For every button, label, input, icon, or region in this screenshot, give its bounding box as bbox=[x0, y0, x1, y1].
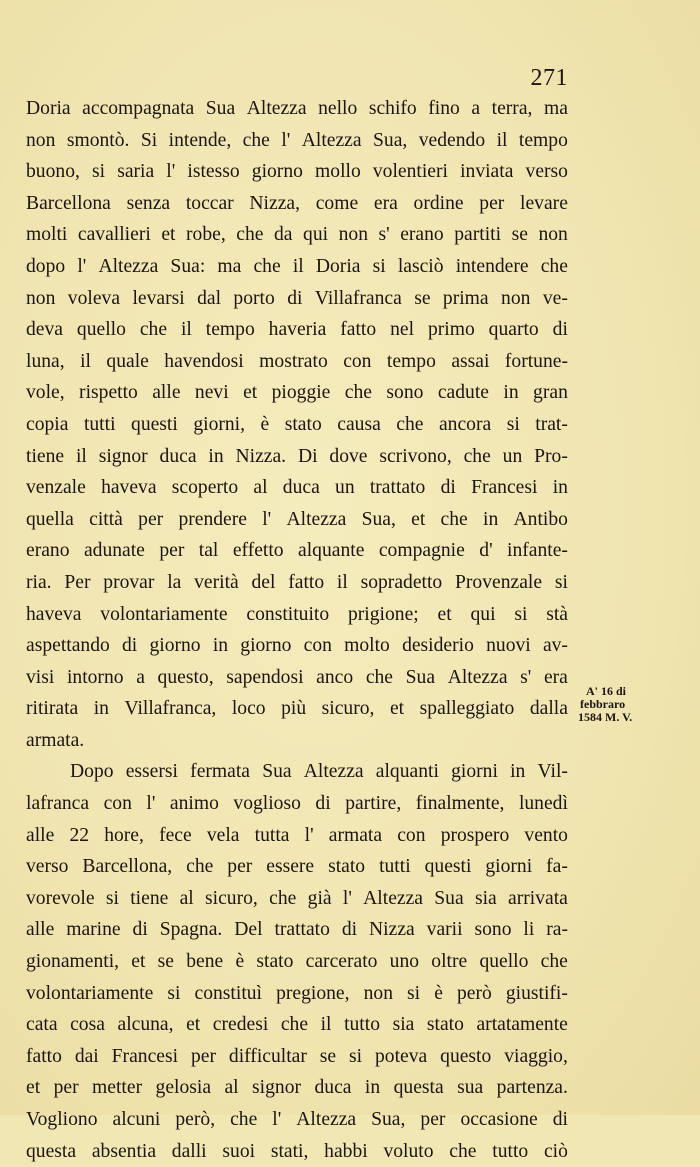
margin-note-line: febbraro bbox=[580, 697, 626, 711]
text-line: haveva volontariamente constituito prigione; et qui si stà bbox=[26, 603, 568, 625]
text-line: armata. bbox=[26, 729, 85, 751]
paragraph bbox=[26, 93, 568, 756]
text-line: et per metter gelosia al signor duca in questa sua partenza. bbox=[26, 1077, 568, 1099]
body-text bbox=[26, 93, 568, 1167]
text-line: tiene il signor duca in Nizza. Di dove scrivono, che un Pro- bbox=[26, 445, 568, 467]
margin-note bbox=[578, 685, 700, 724]
text-line: erano adunate per tal effetto alquante compagnie d' infante- bbox=[26, 540, 568, 562]
text-line: dopo l' Altezza Sua: ma che il Doria si lasciò intendere che bbox=[26, 255, 568, 277]
text-line: quella città per prendere l' Altezza Sua, et che in Antibo bbox=[26, 508, 568, 530]
text-line: ria. Per provar la verità del fatto il sopradetto Provenzale si bbox=[26, 571, 568, 593]
text-line: luna, il quale havendosi mostrato con tempo assai fortune- bbox=[26, 350, 568, 372]
text-line: aspettando di giorno in giorno con molto desiderio nuovi av- bbox=[26, 635, 568, 657]
paragraph bbox=[26, 756, 568, 1167]
text-line: visi intorno a questo, sapendosi anco che Sua Altezza s' era bbox=[26, 666, 568, 688]
margin-note-line: A' 16 di bbox=[586, 684, 627, 698]
text-line: ritirata in Villafranca, loco più sicuro, et spalleggiato dalla bbox=[26, 698, 568, 720]
text-line: vole, rispetto alle nevi et pioggie che sono cadute in gran bbox=[26, 382, 568, 404]
text-line: alle marine di Spagna. Del trattato di Nizza varii sono li ra- bbox=[26, 919, 568, 941]
text-line: cata cosa alcuna, et credesi che il tutto sia stato artatamente bbox=[26, 1014, 568, 1036]
text-line: deva quello che il tempo haveria fatto nel primo quarto di bbox=[26, 319, 568, 341]
text-line: venzale haveva scoperto al duca un trattato di Francesi in bbox=[26, 477, 568, 499]
text-line: verso Barcellona, che per essere stato tutti questi giorni fa- bbox=[26, 856, 568, 878]
page-number: 271 bbox=[530, 65, 568, 91]
text-line: gionamenti, et se bene è stato carcerato uno oltre quello che bbox=[26, 951, 568, 973]
text-line: alle 22 hore, fece vela tutta l' armata con prospero vento bbox=[26, 824, 568, 846]
text-line: questa absentia dalli suoi stati, habbi voluto che tutto ciò bbox=[26, 1140, 568, 1162]
margin-note-line: 1584 M. V. bbox=[578, 710, 633, 724]
text-line: Dopo essersi fermata Sua Altezza alquanti giorni in Vil- bbox=[70, 761, 568, 783]
text-line: molti cavallieri et robe, che da qui non s' erano partiti se non bbox=[26, 224, 568, 246]
text-line: volontariamente si constituì pregione, non si è però giustifi- bbox=[26, 982, 568, 1004]
text-line: Barcellona senza toccar Nizza, come era ordine per levare bbox=[26, 192, 568, 214]
text-line: copia tutti questi giorni, è stato causa che ancora si trat- bbox=[26, 413, 568, 435]
text-line: non smontò. Si intende, che l' Altezza Sua, vedendo il tempo bbox=[26, 129, 568, 151]
text-line: fatto dai Francesi per difficultar se si poteva questo viaggio, bbox=[26, 1045, 568, 1067]
text-line: Doria accompagnata Sua Altezza nello schifo fino a terra, ma bbox=[26, 98, 568, 119]
text-line: buono, si saria l' istesso giorno mollo volentieri inviata verso bbox=[26, 161, 568, 183]
text-line: vorevole si tiene al sicuro, che già l' Altezza Sua sia arrivata bbox=[26, 887, 568, 909]
text-line: lafranca con l' animo voglioso di partire, finalmente, lunedì bbox=[26, 793, 568, 815]
text-line: non voleva levarsi dal porto di Villafranca se prima non ve- bbox=[26, 287, 568, 309]
text-line: Vogliono alcuni però, che l' Altezza Sua, per occasione di bbox=[26, 1109, 568, 1130]
